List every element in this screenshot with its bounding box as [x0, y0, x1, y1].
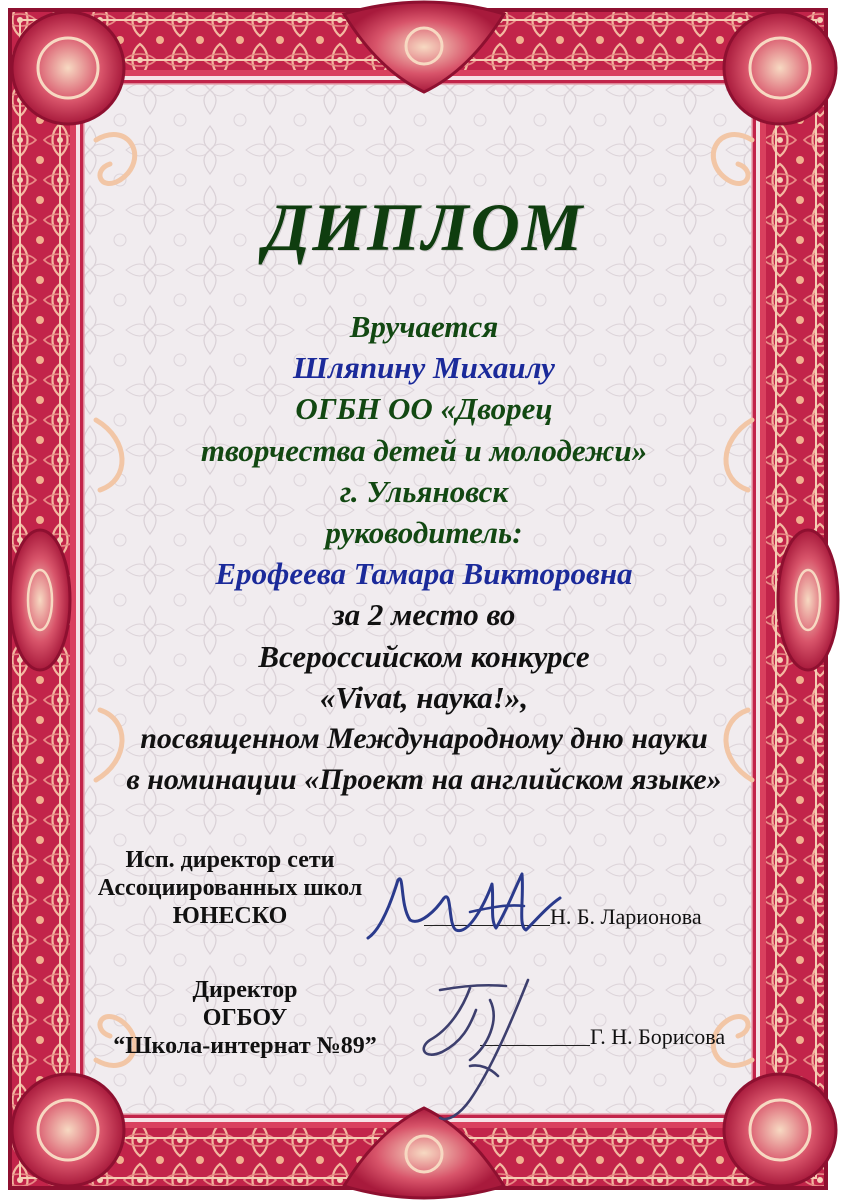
signature-2: [424, 980, 528, 1119]
signatory-2-line-3: “Школа-интернат №89”: [113, 1033, 377, 1059]
awarded-line: Вручается: [349, 309, 499, 344]
supervisor-label: руководитель:: [325, 515, 523, 551]
signatory-2-line-1: Директор: [192, 977, 298, 1003]
place-line: за 2 место во: [332, 597, 516, 633]
contest-line: Всероссийском конкурсе: [258, 638, 590, 674]
nomination-line: в номинации «Проект на английском языке»: [126, 763, 722, 797]
supervisor-name: Ерофеева Тамара Викторовна: [215, 556, 633, 592]
diploma-title: ДИПЛОМ: [263, 189, 585, 265]
signatory-2-line-2: ОГБОУ: [202, 1005, 288, 1031]
city-line: г. Ульяновск: [339, 473, 509, 509]
signatory-1-line-3: ЮНЕСКО: [172, 903, 288, 929]
signatory-1-line-2: Ассоциированных школ: [97, 875, 363, 901]
signatory-1-name: Н. Б. Ларионова: [550, 904, 702, 929]
recipient-name: Шляпину Михаилу: [293, 350, 555, 386]
dedication-line: посвященном Международному дню науки: [140, 722, 708, 756]
signatory-1-line-1: Исп. директор сети: [125, 847, 335, 873]
organization-line-2: творчества детей и молодежи»: [200, 432, 648, 468]
organization-line-1: ОГБН ОО «Дворец: [295, 391, 553, 427]
signatory-2-name: Г. Н. Борисова: [590, 1024, 726, 1049]
signature-1: [368, 874, 560, 938]
contest-name: «Vivat, наука!»,: [319, 679, 529, 715]
